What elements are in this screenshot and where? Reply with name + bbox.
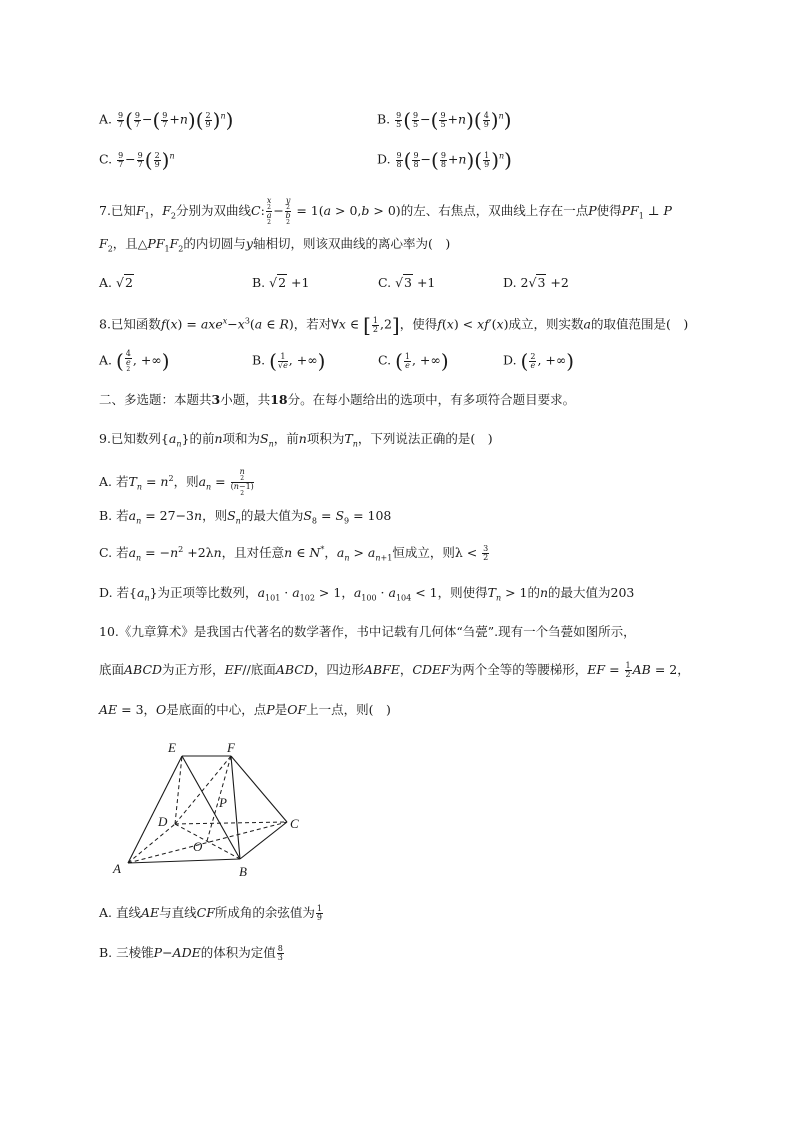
q10-stem-line-1: 10.《九章算术》是我国古代著名的数学著作，书中记载有几何体“刍甍”.现有一个刍甍如图所示，: [99, 624, 636, 639]
section-2-middle: 小题，共: [220, 392, 271, 407]
q6-option-a: A. $\frac{9}{7}$ ( $\frac{9}{7}$ −( $\frac{9}{7}$ +n)( $\frac{2}{9}$ )$^n$): [99, 108, 234, 132]
edge-ae: [128, 756, 182, 863]
section-2-heading: [99, 392, 575, 407]
q10-option-a: A. 直线AE与直线CF所成角的余弦值为 $\frac{1}{9}$: [99, 904, 323, 922]
q7-option-b: B. √2 +1: [252, 275, 310, 290]
section-2-question-count: 3: [211, 392, 221, 407]
section-2-suffix: 分。在每小题给出的选项中，有多项符合题目要求。: [287, 392, 576, 407]
diag-ac: [128, 822, 287, 863]
q6-option-b: B. $\frac{9}{5}$ ( $\frac{9}{5}$ −( $\frac{9}{5}$ +n)( $\frac{4}{9}$ )$^n$): [377, 108, 512, 132]
q7-option-a: A. √2: [99, 275, 133, 290]
label-e: E: [168, 740, 176, 755]
edge-de: [175, 756, 182, 824]
q9-stem: 9.已知数列$\{a_n\}$的前n项和为$S_n$，前n项积为$T_n$，下列说法正确的是( ): [99, 431, 493, 449]
q7-option-d: D. 2√3 +2: [503, 275, 569, 290]
q10-stem-line-3: AE = 3，O是底面的中心，点P是OF上一点，则( ): [99, 702, 391, 717]
edge-ab: [128, 859, 240, 863]
label-b: B: [239, 864, 247, 879]
q6-option-d: D. $\frac{9}{8}$ ( $\frac{9}{8}$ −( $\frac{9}{8}$ +n)( $\frac{1}{9}$ )$^n$): [377, 148, 512, 172]
label-d: D: [158, 814, 168, 829]
q10-stem-line-2: 底面ABCD为正方形，EF//底面ABCD，四边形ABFE，CDEF为两个全等的等腰梯形，EF = $\frac{1}{2}$ AB = 2，: [99, 661, 690, 679]
label-p: P: [219, 795, 227, 810]
q8-option-a: A. ( 4 e 2 , +∞): [99, 348, 170, 373]
q7-option-c: C. √3 +1: [378, 275, 436, 290]
q8-option-c: C. ( $\frac{1}{e}$ , +∞): [378, 349, 449, 373]
label-f: F: [227, 740, 235, 755]
q8-stem: 8.已知函数$f(x) = axe^x-x^3(a$ ∈ R)，若对∀x ∈ [ $\frac{1}{2}$ ,2]，使得f(x) < xf′(x)成立，则实数a的取值范围是( ): [99, 313, 689, 337]
section-2-prefix: 二、多选题：本题共: [99, 392, 212, 407]
q9-option-d: D. 若$\{a_n\}$为正项等比数列，$a_{101} \cdot a_{102} > 1$，$a_{100} \cdot a_{104} < 1$，则使得$T_n > 1$的n的最大值为203: [99, 585, 635, 603]
q10-option-b: B. 三棱锥P−ADE的体积为定值 $\frac{8}{3}$: [99, 944, 283, 962]
q9-option-b: B. 若$a_n = 27-3n$，则$S_n$的最大值为$S_8 = S_9 = 108$: [99, 508, 392, 526]
label-a: A: [113, 861, 121, 876]
q8-option-b: B. ( $\frac{1}{√e}$ , +∞): [252, 349, 326, 373]
label-o: O: [193, 839, 203, 854]
edge-be: [182, 756, 240, 859]
q9-option-c: C. 若$a_n = -n^2 +2\lambda n$，且对任意n ∈ N*，$a_n > a_{n+1}$恒成立，则λ < $\frac{3}{2}$: [99, 544, 489, 563]
q6-option-c: C. $\frac{9}{7}$ − $\frac{9}{7}$ ( $\frac{2}{9}$ )$^n$: [99, 148, 175, 172]
edge-cf: [231, 756, 287, 822]
edge-dc: [175, 822, 287, 824]
q9-option-a: A. 若$T_n = n^2$，则$a_n$ = n 2 (n−1) 2: [99, 467, 254, 497]
edge-bf: [231, 756, 240, 859]
q8-option-d: D. ( $\frac{2}{e}$ , +∞): [503, 349, 575, 373]
chumeng-figure: [100, 735, 320, 885]
label-c: C: [290, 816, 299, 831]
edge-df: [175, 756, 231, 824]
section-2-score: 18: [270, 392, 288, 407]
